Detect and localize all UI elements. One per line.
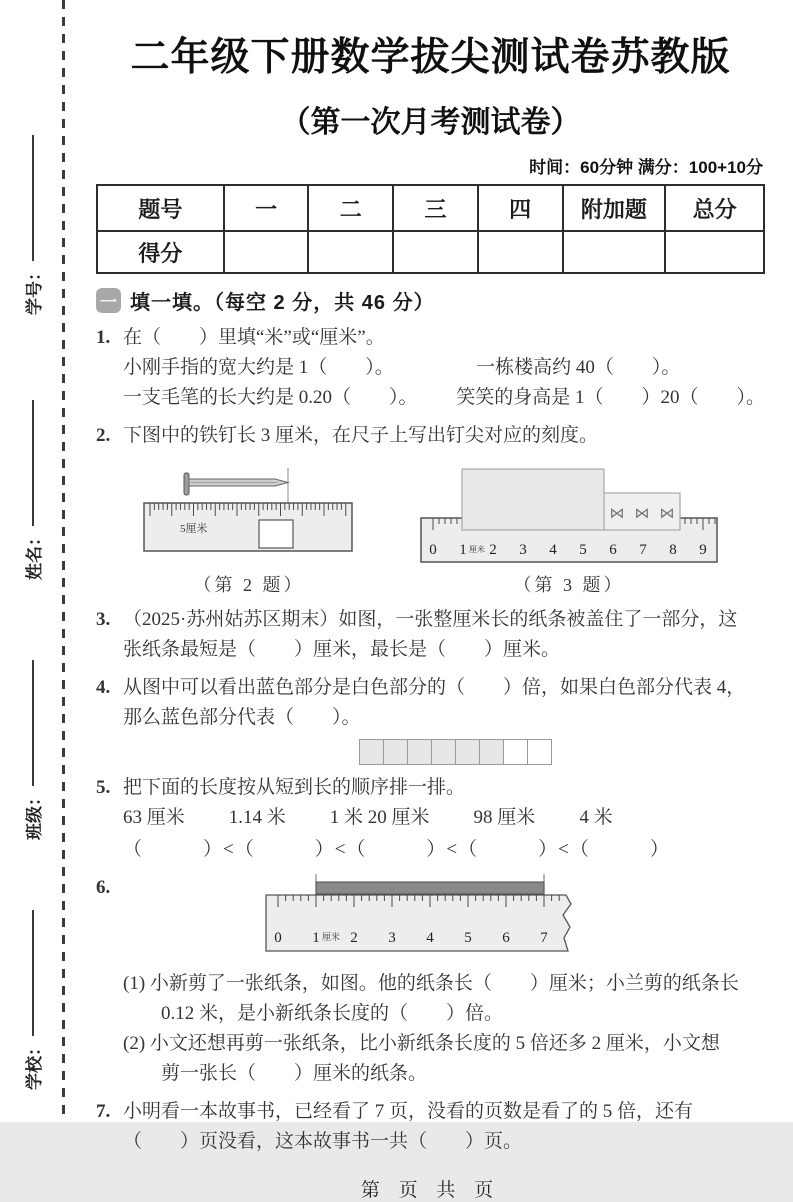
school-blank-line [31, 910, 34, 1036]
ruler-q3-number: 8 [669, 542, 677, 558]
ruler-q3-number: 3 [519, 542, 527, 558]
figure-3-caption: （第 3 题） [513, 575, 625, 595]
shaded-cell [359, 739, 384, 765]
question-1 [96, 323, 765, 413]
q3-line2: 张纸条最短是（ ）厘米，最长是（ ）厘米。 [123, 639, 561, 660]
q2-q3-figures [96, 457, 765, 597]
score-cell [563, 231, 666, 273]
question-3-number: 3. [96, 609, 111, 630]
blank-cell [527, 739, 552, 765]
score-cell [665, 231, 764, 273]
answer-box [259, 520, 293, 548]
score-table-header: 总分 [665, 185, 764, 231]
score-table [96, 184, 765, 274]
ruler-q6-number: 3 [388, 930, 396, 946]
length-item: 4 米 [579, 807, 613, 828]
nail-ruler-svg [138, 465, 360, 565]
paper-strip [316, 882, 544, 894]
ruler-q2-label: 5厘米 [180, 523, 208, 535]
length-item: 1 米 20 厘米 [329, 807, 430, 828]
shaded-cell [479, 739, 504, 765]
figure-2-caption: （第 2 题） [193, 575, 305, 595]
q7-line1: 小明看一本故事书，已经看了 7 页，没看的页数是看了的 5 倍，还有 [123, 1101, 694, 1122]
student-name-blank-line [31, 400, 34, 526]
student-id-blank-line [31, 135, 34, 261]
page-footer: 第 页 共 页 [360, 1180, 501, 1201]
score-table-header: 一 [224, 185, 309, 231]
question-7-number: 7. [96, 1101, 111, 1122]
q5-compare-blanks: （ ）<（ ）<（ ）<（ ）<（ ） [123, 839, 670, 860]
covered-ruler-figure [418, 457, 720, 597]
ruler-q3-number: 4 [549, 542, 557, 558]
question-6-number: 6. [96, 877, 111, 898]
class-field [19, 660, 45, 840]
q1-line2b: 一栋楼高约 40（ ）。 [476, 357, 681, 378]
q1-line3a: 一支毛笔的长大约是 0.20（ ）。 [123, 387, 418, 408]
ruler-q6-number: 5 [464, 930, 472, 946]
length-item: 98 厘米 [473, 807, 536, 828]
ruler-q6-number: 0 [274, 930, 282, 946]
school-label: 学校： [24, 1039, 44, 1090]
butterfly-icon: ⋈ [659, 506, 675, 522]
section-one-heading [96, 286, 765, 315]
question-5 [96, 773, 765, 865]
ruler-q6-number: 4 [426, 930, 434, 946]
question-1-number: 1. [96, 327, 111, 348]
ruler-q3-number: 9 [699, 542, 707, 558]
section-one-marker: 一 [96, 288, 121, 313]
paper-content [96, 0, 765, 1202]
score-table-header: 三 [393, 185, 478, 231]
q5-line1: 把下面的长度按从短到长的顺序排一排。 [123, 777, 466, 798]
school-field [19, 910, 45, 1090]
score-table-header: 四 [478, 185, 563, 231]
q7-line2: （ ）页没看，这本故事书一共（ ）页。 [123, 1131, 523, 1152]
ruler-q6-number: 1 [312, 930, 320, 946]
question-5-number: 5. [96, 777, 111, 798]
question-3 [96, 605, 765, 665]
q4-strip [360, 739, 765, 765]
cover-rectangle [462, 469, 604, 530]
shaded-cell [455, 739, 480, 765]
score-cell [393, 231, 478, 273]
score-cell [478, 231, 563, 273]
score-row-label: 得分 [97, 231, 224, 273]
strip-ruler-svg [263, 873, 585, 957]
score-table-header: 附加题 [563, 185, 666, 231]
student-name-field [19, 400, 45, 580]
student-id-label: 学号： [24, 264, 44, 315]
butterfly-icon: ⋈ [609, 506, 625, 522]
seal-dashed-line [62, 0, 65, 1122]
ruler-q6-number: 6 [502, 930, 510, 946]
score-table-header: 二 [308, 185, 393, 231]
section-one-title: 填一填。（每空 2 分，共 46 分） [130, 292, 435, 314]
question-6 [96, 873, 765, 1089]
ruler-q3-number: 1 [459, 542, 467, 558]
covered-ruler-svg [418, 457, 720, 565]
class-label: 班级： [24, 789, 44, 840]
question-7 [96, 1097, 765, 1157]
student-id-field [19, 135, 45, 315]
q6-part2-line2: 剪一张长（ ）厘米的纸条。 [161, 1063, 428, 1084]
score-cell [308, 231, 393, 273]
butterfly-icon: ⋈ [634, 506, 650, 522]
q2-text: 下图中的铁钉长 3 厘米，在尺子上写出钉尖对应的刻度。 [123, 425, 599, 446]
ruler-q3-number: 2 [489, 542, 497, 558]
q6-part1-line2: 0.12 米，是小新纸条长度的（ ）倍。 [161, 1003, 504, 1024]
score-cell [224, 231, 309, 273]
question-4 [96, 673, 765, 733]
question-2-number: 2. [96, 425, 111, 446]
ruler-q3-unit: 厘米 [469, 545, 485, 554]
page-title: 二年级下册数学拔尖测试卷苏教版 [130, 36, 731, 79]
length-item: 1.14 米 [228, 807, 286, 828]
shaded-cell [431, 739, 456, 765]
q4-line1: 从图中可以看出蓝色部分是白色部分的（ ）倍，如果白色部分代表 4， [123, 677, 746, 698]
q1-line2a: 小刚手指的宽大约是 1（ ）。 [123, 357, 394, 378]
student-name-label: 姓名： [24, 529, 44, 580]
length-item: 63 厘米 [123, 807, 185, 828]
page-subtitle: （第一次月考测试卷） [280, 106, 581, 139]
shaded-cell [383, 739, 408, 765]
question-4-number: 4. [96, 677, 111, 698]
q6-part2-line1: (2) 小文还想再剪一张纸条，比小新纸条长度的 5 倍还多 2 厘米，小文想 [123, 1033, 720, 1054]
ruler-q3-number: 6 [609, 542, 617, 558]
ruler-q3-number: 5 [579, 542, 587, 558]
blank-cell [503, 739, 528, 765]
q3-line1: （2025·苏州姑苏区期末）如图，一张整厘米长的纸条被盖住了一部分，这 [123, 609, 738, 630]
question-2 [96, 421, 765, 451]
q5-length-items [123, 803, 765, 833]
shaded-cell [407, 739, 432, 765]
ruler-q2-body [144, 503, 352, 551]
q4-line2: 那么蓝色部分代表（ ）。 [123, 707, 361, 728]
ruler-q3-number: 0 [429, 542, 437, 558]
score-table-header: 题号 [97, 185, 224, 231]
class-blank-line [31, 660, 34, 786]
ruler-q6-number: 2 [350, 930, 358, 946]
paper-strip-ruler-figure [263, 873, 765, 967]
q1-line1: 在（ ）里填“米”或“厘米”。 [123, 327, 385, 348]
q1-line3b: 笑笑的身高是 1（ ）20（ ）。 [456, 387, 765, 408]
ruler-q6-unit: 厘米 [321, 932, 341, 942]
ruler-q3-number: 7 [639, 542, 647, 558]
q6-part1-line1: (1) 小新剪了一张纸条，如图。他的纸条长（ ）厘米；小兰剪的纸条长 [123, 973, 739, 994]
nail-head-icon [184, 473, 189, 495]
nail-ruler-figure [138, 465, 360, 597]
time-score-info: 时间：60分钟 满分：100+10分 [529, 158, 763, 177]
ruler-q6-number: 7 [540, 930, 548, 946]
